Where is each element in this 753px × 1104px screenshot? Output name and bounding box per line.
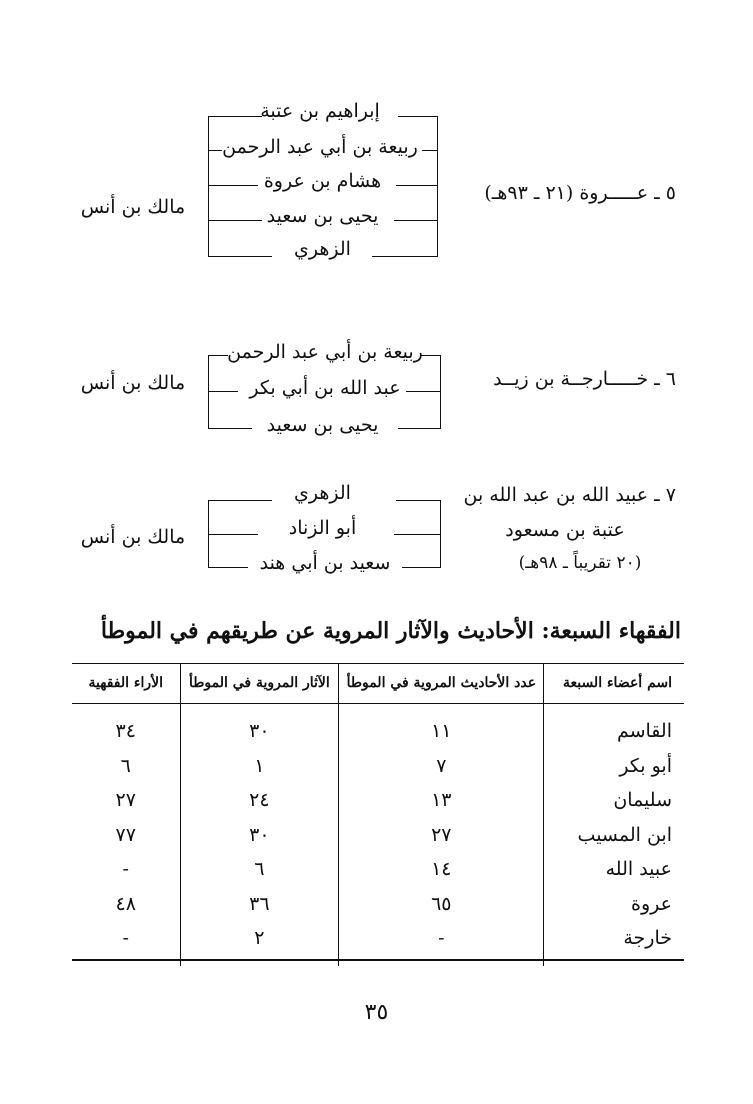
page-number: ٣٥ (364, 1000, 389, 1025)
table-cell: ٦ (180, 852, 339, 887)
table-cell: ٢٧ (72, 783, 180, 818)
column-header: اسم أعضاء السبعة (544, 663, 684, 704)
narrator: الزهري (294, 238, 351, 260)
table-row (72, 818, 684, 853)
narrator: سعيد بن أبي هند (259, 552, 391, 574)
source-dates: (٢٠ تقريباً ـ ٩٨هـ) (518, 553, 642, 573)
fuqaha-table (72, 663, 684, 966)
table-cell: ٦٥ (339, 887, 544, 922)
narrator: إبراهيم بن عتبة (260, 100, 380, 122)
table-cell: ٧ (339, 749, 544, 784)
table-cell: ١٤ (339, 852, 544, 887)
table-row (72, 749, 684, 784)
table-cell: عبيد الله (605, 858, 672, 881)
source-name-cont: عتبة بن مسعود (505, 519, 625, 541)
table-cell: - (339, 921, 544, 966)
table-row (72, 887, 684, 922)
narrator: يحيى بن سعيد (266, 205, 379, 227)
narrator: يحيى بن سعيد (266, 414, 379, 436)
table-cell: ١٣ (339, 783, 544, 818)
table-cell: ٣٤ (72, 704, 180, 749)
table-row (72, 704, 684, 749)
recipient-name: مالك بن أنس (80, 196, 186, 218)
table-cell: ٤٨ (72, 887, 180, 922)
source-name: ٧ ـ عبيد الله بن عبد الله بن (463, 484, 676, 506)
table-title: الفقهاء السبعة: الأحاديث والآثار المروية عن طريقهم في الموطأ (100, 618, 681, 644)
table-row (72, 783, 684, 818)
table-cell: ١ (180, 749, 339, 784)
table-cell: ٣٦ (180, 887, 339, 922)
table-cell: - (72, 852, 180, 887)
narrator: ربيعة بن أبي عبد الرحمن (222, 136, 418, 158)
table-cell: ٦ (72, 749, 180, 784)
table-header-row (72, 663, 684, 704)
table-cell: ٢٧ (339, 818, 544, 853)
narrator: عبد الله بن أبي بكر (249, 377, 401, 399)
table-cell: ١١ (339, 704, 544, 749)
source-name: ٥ ـ عـــــروة (٢١ ـ ٩٣هـ) (484, 182, 676, 204)
column-header: الآثار المروية في الموطأ (180, 663, 339, 704)
table-cell: ٣٠ (180, 818, 339, 853)
table-cell: ابن المسيب (577, 823, 672, 846)
narrator: الزهري (294, 482, 351, 504)
table-cell: ٣٠ (180, 704, 339, 749)
table-cell: القاسم (616, 720, 672, 743)
table-cell: خارجة (623, 927, 672, 950)
table-bottom-rule (72, 959, 684, 961)
table-cell: ٧٧ (72, 818, 180, 853)
narrator: ربيعة بن أبي عبد الرحمن (227, 341, 423, 363)
table-cell: سليمان (613, 789, 672, 812)
column-header: عدد الأحاديث المروية في الموطأ (339, 663, 544, 704)
table-cell: ٢٤ (180, 783, 339, 818)
narrator: أبو الزناد (288, 517, 357, 539)
recipient-name: مالك بن أنس (80, 372, 186, 394)
recipient-name: مالك بن أنس (80, 526, 186, 548)
narrator: هشام بن عروة (263, 170, 382, 192)
table-cell: ٢ (180, 921, 339, 966)
table-cell: أبو بكر (619, 754, 672, 777)
table-row (72, 852, 684, 887)
column-header: الأراء الفقهية (72, 663, 180, 704)
source-name: ٦ ـ خـــــارجــة بن زيــد (493, 368, 676, 390)
table-cell: عروة (631, 892, 672, 915)
table-cell: - (72, 921, 180, 966)
